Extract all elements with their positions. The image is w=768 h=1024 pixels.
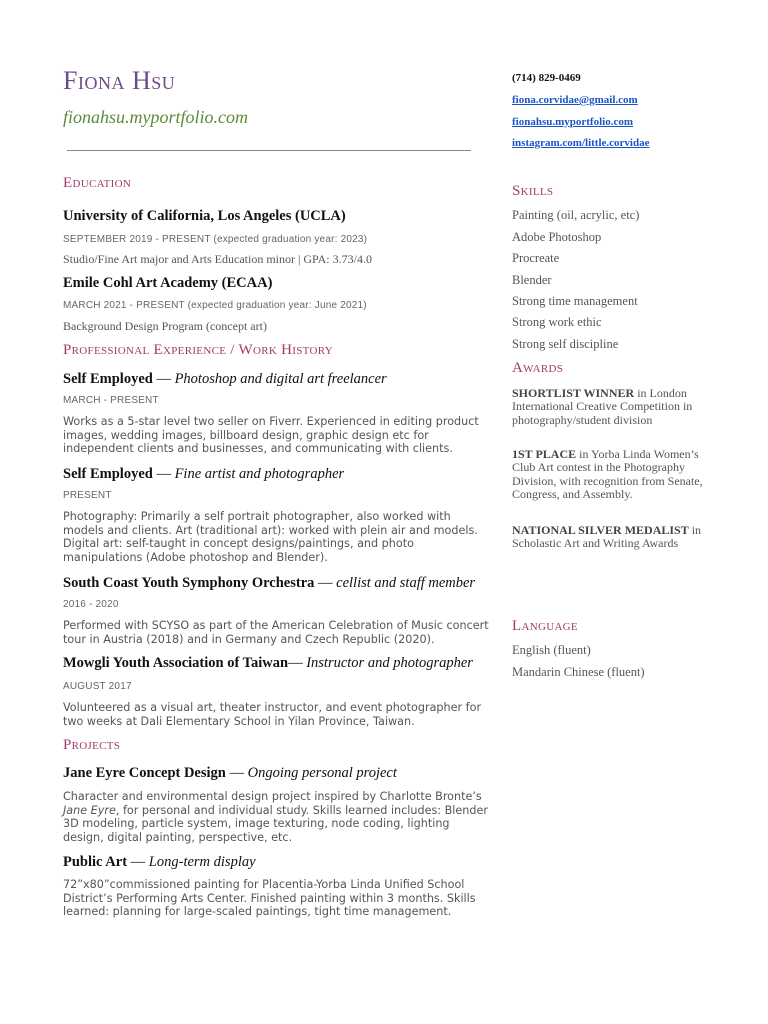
phone-number: (714) 829-0469 xyxy=(512,72,581,84)
portfolio-link[interactable]: fionahsu.myportfolio.com xyxy=(512,116,633,128)
job-date: 2016 - 2020 xyxy=(63,599,119,610)
education-detail: Studio/Fine Art major and Arts Education minor | GPA: 3.73/4.0 xyxy=(63,252,372,266)
resume-name: Fiona Hsu xyxy=(63,66,176,95)
job-title: South Coast Youth Symphony Orchestra — cellist and staff member xyxy=(63,575,476,591)
skill-item: Painting (oil, acrylic, etc) xyxy=(512,208,640,222)
job-title: Mowgli Youth Association of Taiwan— Instructor and photographer xyxy=(63,655,473,671)
job-title: Self Employed — Photoshop and digital art freelancer xyxy=(63,371,387,387)
award-item: NATIONAL SILVER MEDALIST in Scholastic Art and Writing Awards xyxy=(512,523,702,551)
language-heading: Language xyxy=(512,618,578,634)
job-description: Works as a 5-star level two seller on Fiverr. Experienced in editing product images, wedding images, billboard design, graphic design etc for independent clients and businesses, and communicating with clients. xyxy=(63,415,479,455)
skill-item: Strong work ethic xyxy=(512,315,602,329)
language-item: Mandarin Chinese (fluent) xyxy=(512,665,645,679)
header-divider xyxy=(67,150,471,151)
job-date: AUGUST 2017 xyxy=(63,681,132,692)
award-item: 1ST PLACE in Yorba Linda Women’s Club Art contest in the Photography Division, with recognition from Senate, Congress, and Assembly. xyxy=(512,447,703,502)
project-description: Character and environmental design project inspired by Charlotte Bronte’s Jane Eyre, for personal and individual study. Skills learned includes: Blender 3D modeling, particle system, image texturing, node coding, lighting design, digital painting, perspective, etc. xyxy=(63,790,488,844)
portfolio-url: fionahsu.myportfolio.com xyxy=(63,107,248,127)
award-item: SHORTLIST WINNER in London International Creative Competition in photography/student division xyxy=(512,386,693,427)
skill-item: Adobe Photoshop xyxy=(512,230,602,244)
job-description: Volunteered as a visual art, theater instructor, and event photographer for two weeks at Dali Elementary School in Yilan Province, Taiwan. xyxy=(63,701,482,728)
job-title: Self Employed — Fine artist and photographer xyxy=(63,466,345,482)
email-link[interactable]: fiona.corvidae@gmail.com xyxy=(512,94,638,106)
job-description: Photography: Primarily a self portrait photographer, also worked with models and clients. Art (traditional art): worked with plein air and models. Digital art: self-taught in concept designs/paintings, and photo manipulations (Adobe photoshop and Blender). xyxy=(63,510,478,564)
skills-heading: Skills xyxy=(512,183,554,199)
project-title: Jane Eyre Concept Design — Ongoing personal project xyxy=(63,765,397,781)
instagram-link[interactable]: instagram.com/little.corvidae xyxy=(512,137,650,149)
awards-heading: Awards xyxy=(512,360,564,376)
education-date: MARCH 2021 - PRESENT (expected graduation year: June 2021) xyxy=(63,300,367,311)
skill-item: Strong self discipline xyxy=(512,337,619,351)
skill-item: Procreate xyxy=(512,251,560,265)
education-school: University of California, Los Angeles (UCLA) xyxy=(63,208,346,224)
education-date: SEPTEMBER 2019 - PRESENT (expected graduation year: 2023) xyxy=(63,234,368,245)
skill-item: Blender xyxy=(512,273,552,287)
projects-heading: Projects xyxy=(63,737,121,753)
skill-item: Strong time management xyxy=(512,294,638,308)
project-description: 72”x80”commissioned painting for Placentia-Yorba Linda Unified School District’s Performing Arts Center. Finished painting within 3 months. Skills learned: planning for large-scaled paintings, tight time management. xyxy=(63,878,476,918)
education-detail: Background Design Program (concept art) xyxy=(63,319,267,333)
experience-heading: Professional Experience / Work History xyxy=(63,342,334,358)
job-description: Performed with SCYSO as part of the American Celebration of Music concert tour in Austria (2018) and in Germany and Czech Republic (2020). xyxy=(63,619,489,646)
education-heading: Education xyxy=(63,175,132,191)
job-date: PRESENT xyxy=(63,490,112,501)
language-item: English (fluent) xyxy=(512,643,591,657)
project-title: Public Art — Long-term display xyxy=(63,854,256,870)
education-school: Emile Cohl Art Academy (ECAA) xyxy=(63,275,273,291)
job-date: MARCH - PRESENT xyxy=(63,395,159,406)
